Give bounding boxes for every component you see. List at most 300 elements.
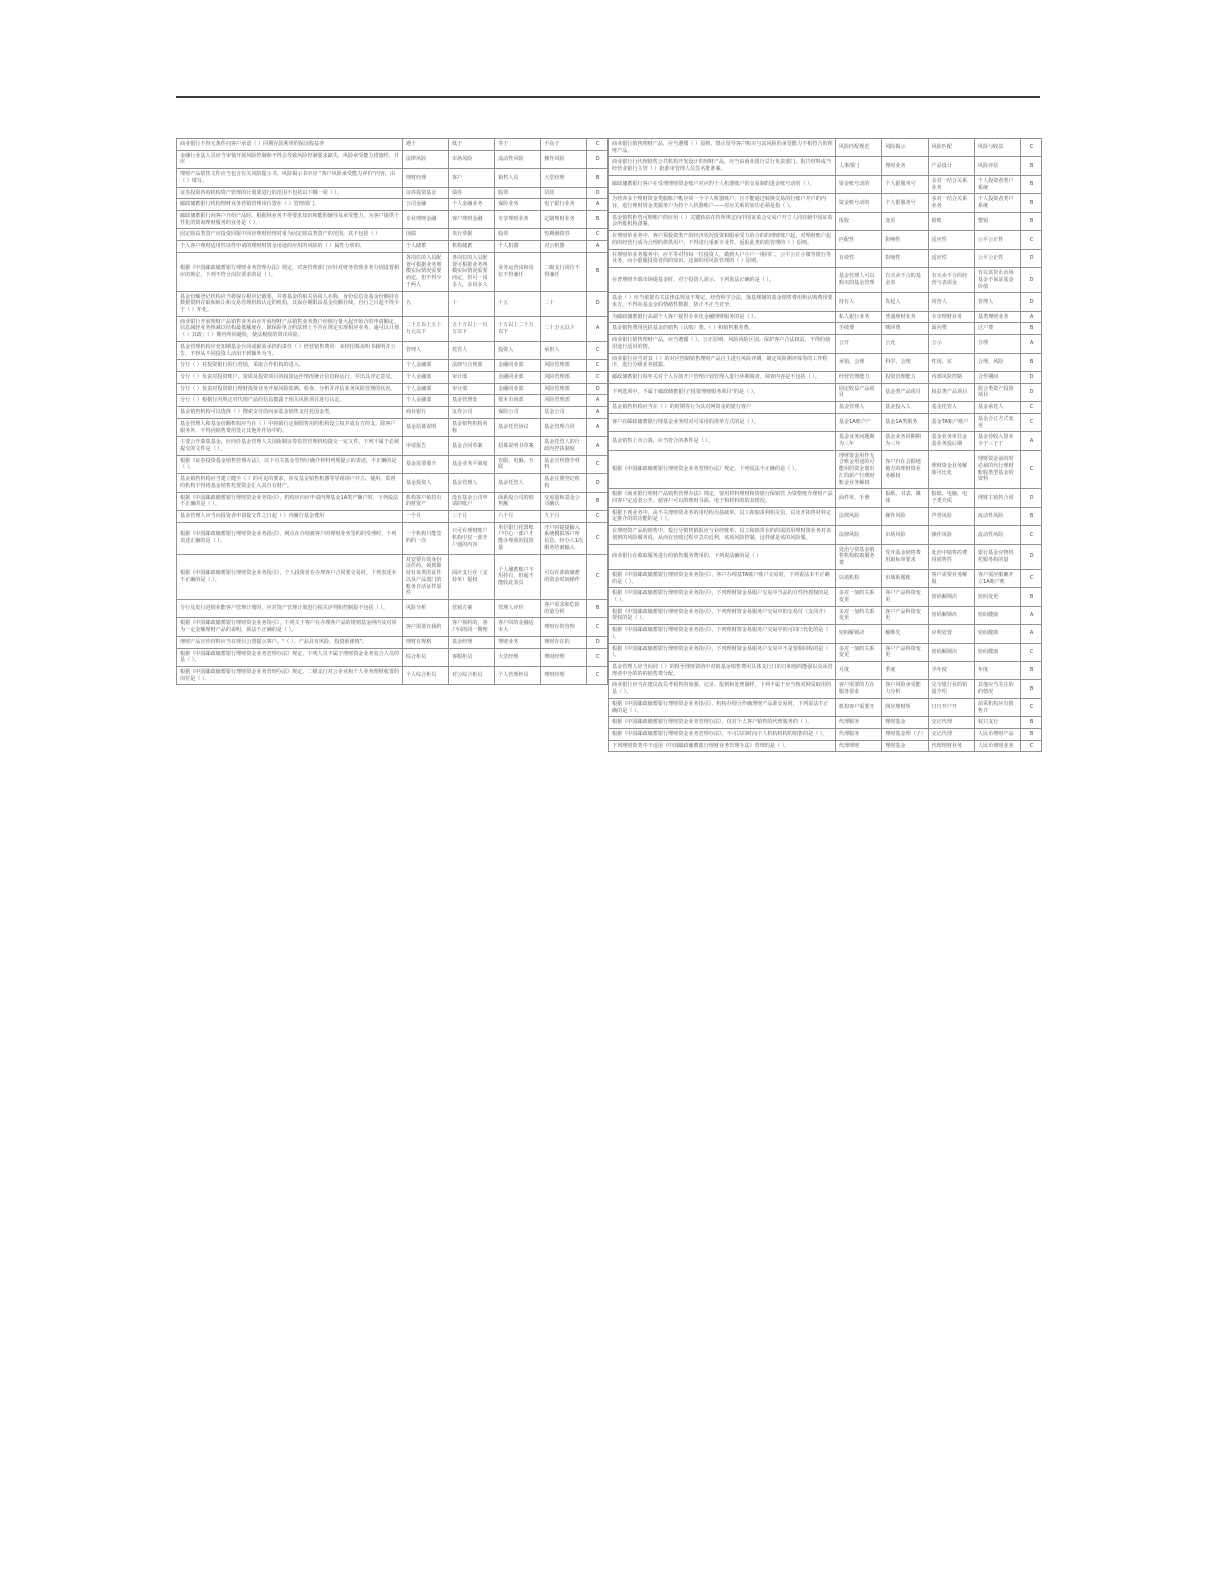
question-option-A[interactable]: 公司金融 <box>402 199 448 211</box>
question-option-B[interactable]: 审计部 <box>448 383 494 395</box>
question-stem: 根据《中国邮政储蓄银行理财资金业务管理办法》，不可以同时向个人机构机构的销售的是（ ）。 <box>609 729 836 741</box>
question-option-D[interactable]: 整销 <box>974 212 1020 230</box>
question-option-A[interactable]: 基金管理人 <box>835 402 881 414</box>
question-option-A[interactable]: 法律风险 <box>835 507 881 525</box>
question-option-B[interactable]: 各岗位的人员配置可根据业务规模实际情况需要而定，但可一岗多人，多岗多人 <box>448 252 494 291</box>
question-option-A[interactable]: 资金账号动的 <box>835 194 881 212</box>
question-row <box>609 717 1042 729</box>
question-option-D[interactable]: 其他应当关注的的情况 <box>974 680 1020 698</box>
question-stem: 根据《中国邮政储蓄银行理财资金业务指引》，下列理财资金易服务户交易中的可同口代化的是（ ）。 <box>609 625 836 643</box>
question-option-D[interactable]: 基金承托人 <box>974 402 1020 414</box>
question-option-C[interactable]: 客户回的金融适本大 <box>495 618 541 636</box>
question-answer: D <box>587 474 608 492</box>
question-option-D[interactable]: 混合类资产投资项目 <box>974 383 1020 401</box>
question-option-B[interactable]: 个人银服务号 <box>882 194 928 212</box>
question-option-B[interactable]: 理财基金 <box>882 717 928 729</box>
question-option-C[interactable]: 操作风险 <box>928 526 974 544</box>
question-option-C[interactable]: 适应性 <box>928 231 974 249</box>
question-option-A[interactable]: 个人储蓄 <box>402 241 448 253</box>
question-option-A[interactable]: 基金1A账户产 <box>835 413 881 431</box>
question-option-B[interactable]: 基金投入人 <box>882 402 928 414</box>
question-option-D[interactable]: 基金注册登记机构 <box>541 474 587 492</box>
question-option-B[interactable]: 客户产品科资变更 <box>882 606 928 624</box>
question-option-D[interactable]: 理财经理 <box>541 648 587 666</box>
question-option-D[interactable]: 合理 <box>974 335 1020 353</box>
question-option-B[interactable]: 客户预约的，客户回的同一期理 <box>448 618 494 636</box>
question-stem: 理财产品宣传材料应当在理目公置提示客户。"（ ），产品具有风险，投资须谨慎"。 <box>177 636 403 648</box>
question-option-B[interactable]: 审计部 <box>448 371 494 383</box>
question-option-A[interactable]: 以诸机构 <box>835 569 881 587</box>
question-row <box>609 729 1042 741</box>
question-option-B[interactable]: 客户 <box>448 169 494 187</box>
question-option-D[interactable]: 权只支行 <box>974 717 1020 729</box>
question-option-D[interactable]: 对公机器 <box>541 241 587 253</box>
question-option-B[interactable]: 投资管理能力 <box>882 371 928 383</box>
question-option-D[interactable]: 公平公正性 <box>974 231 1020 249</box>
question-option-C[interactable]: 个人营理柜员 <box>495 666 541 684</box>
question-answer: B <box>1021 680 1042 698</box>
question-row <box>609 450 1042 489</box>
question-option-B[interactable]: 赎回费 <box>882 323 928 335</box>
question-option-A[interactable]: 代理服务 <box>835 729 881 741</box>
question-option-C[interactable]: 完全银行业的销量介绍 <box>928 680 974 698</box>
question-option-C[interactable]: 金融同业部 <box>495 383 541 395</box>
question-option-C[interactable]: 面系股公司的销售额 <box>495 492 541 510</box>
question-stem: 基金管理人和基金份额机构应当在（ ）中将销行定制销售用的机构设立权并成有方的支。除客户服务外、不得因销售费用签订其他外作协中的。 <box>177 418 403 436</box>
question-option-D[interactable]: 承担人 <box>541 341 587 359</box>
question-option-C[interactable]: 性现、实 <box>928 353 974 371</box>
question-option-D[interactable]: 人民币理财业务 <box>974 740 1020 752</box>
question-option-A[interactable]: 基金管理人可以购买的基金管理 <box>835 268 881 293</box>
question-stem: 根据《商业银行理财产品销售管理办法》规定，要用材料理财和资银行保销管 为资格账介理财产品向客户定适者公开、使客户可以的理财书面、电子和材料的的其情况。 <box>609 489 836 507</box>
question-option-B[interactable]: 报纸、书表、媒体 <box>882 489 928 507</box>
question-option-D[interactable]: 基金宣传推介材料 <box>541 455 587 473</box>
question-option-C[interactable]: 销售人员 <box>495 169 541 187</box>
question-option-A[interactable]: 有效性 <box>835 249 881 267</box>
question-option-A[interactable]: 综合柜员 <box>402 648 448 666</box>
question-answer: A <box>587 407 608 419</box>
question-option-D[interactable]: 合作期间 <box>974 371 1020 383</box>
question-option-B[interactable]: 变更 <box>882 212 928 230</box>
question-option-A[interactable]: 证券投资基金 <box>402 187 448 199</box>
question-stem: 基金销售机构可以选择（ ）搜索支付的向承基金销售支付托国金类。 <box>177 407 403 419</box>
question-option-A[interactable]: 人事部门 <box>835 157 881 175</box>
question-option-B[interactable]: 客户理财金融 <box>448 211 494 229</box>
question-option-C[interactable]: 适应性 <box>928 249 974 267</box>
question-option-C[interactable]: 十五 <box>495 291 541 316</box>
question-stem: 下列理财资类中不适用《中国邮政储蓄银行理财业务管理办法》管理的是（ ）。 <box>609 740 836 752</box>
question-option-D[interactable]: 二十万元以下 <box>541 316 587 341</box>
question-option-D[interactable]: 风险管理部 <box>541 383 587 395</box>
question-option-C[interactable]: 有买卖不合的经营与表需金 <box>928 268 974 293</box>
question-option-D[interactable]: 银行基金应物机托服务构的量 <box>974 544 1020 569</box>
question-row <box>609 323 1042 335</box>
question-option-B[interactable]: 基金业务同期期为三年 <box>882 432 928 450</box>
question-option-D[interactable]: 密码健康 <box>974 625 1020 643</box>
question-option-A[interactable]: 个人金融部 <box>402 360 448 372</box>
question-option-D[interactable]: 大堂经理 <box>541 169 587 187</box>
question-option-C[interactable]: 风险匹配 <box>928 139 974 157</box>
question-option-A[interactable]: 客户需要在我约 <box>402 618 448 636</box>
question-option-C[interactable]: 六个月 <box>495 511 541 523</box>
question-option-D[interactable]: 年度 <box>974 661 1020 679</box>
question-option-B[interactable]: 基金管理人 <box>448 474 494 492</box>
question-option-D[interactable]: 风险管理部 <box>541 360 587 372</box>
question-option-B[interactable]: 十 <box>448 291 494 316</box>
question-option-B[interactable]: 市场风险 <box>882 526 928 544</box>
question-option-A[interactable]: 二十万以上五十万元以下 <box>402 316 448 341</box>
question-option-B[interactable]: 基金业务平调度 <box>448 455 494 473</box>
question-option-A[interactable]: 个人金融部 <box>402 383 448 395</box>
question-row <box>609 231 1042 249</box>
question-option-D[interactable]: 风险评估 <box>974 157 1020 175</box>
question-option-A[interactable]: 个人综合柜员 <box>402 666 448 684</box>
question-option-C[interactable]: 单位银行托置账户中心一部户才能办理我的投资量 <box>495 522 541 554</box>
question-option-A[interactable]: 面件单、手册 <box>835 489 881 507</box>
question-option-C[interactable]: 应明处置 <box>928 625 974 643</box>
question-option-D[interactable]: 前采机构应有销售介 <box>974 698 1020 716</box>
question-row <box>609 740 1042 752</box>
question-option-C[interactable]: 基金托管人 <box>495 474 541 492</box>
question-option-D[interactable]: 密码健康 <box>974 606 1020 624</box>
question-row <box>609 383 1042 401</box>
question-option-A[interactable]: 风险分析 <box>402 599 448 617</box>
question-option-A[interactable]: 处治与资基金销售机构收取服务费 <box>835 544 881 569</box>
question-option-D[interactable]: 管理人 <box>974 293 1020 311</box>
question-option-D[interactable]: 理财资金前的时必须的代行理财账股类型基金的资料 <box>974 450 1020 489</box>
question-option-A[interactable]: 多对一加约关系变更 <box>835 606 881 624</box>
question-option-D[interactable]: 电子银行业务 <box>541 199 587 211</box>
question-option-D[interactable]: 理财经理 <box>541 666 587 684</box>
question-option-C[interactable]: 交记代理 <box>928 717 974 729</box>
question-option-C[interactable]: 声誉风险 <box>928 507 974 525</box>
question-option-C[interactable]: 金融同业部 <box>495 360 541 372</box>
question-option-D[interactable]: 个人投资者类户系统 <box>974 175 1020 193</box>
question-option-A[interactable]: 机构客户需要开 <box>835 698 881 716</box>
question-option-D[interactable]: 基金待收入资本少于三于干 <box>974 432 1020 450</box>
question-row <box>177 511 608 523</box>
question-option-D[interactable]: 公平公正性 <box>974 249 1020 267</box>
question-option-A[interactable]: 固定收益产品项目 <box>835 383 881 401</box>
question-option-C[interactable]: 处治中销售的费用销售性 <box>928 544 974 569</box>
question-option-A[interactable]: 多对一加约关系变更 <box>835 588 881 606</box>
question-option-A[interactable]: 对安要有效身份证件的，须到即持有该类的证件以及产品部门的账务自活证件原件 <box>402 554 448 599</box>
question-stem: 根据《中国邮政储蓄银行理财资金业务管理办法》规定，二级支行对公企业和个人业务理财收置的岗位是（ ）。 <box>177 666 403 684</box>
question-option-A[interactable]: 资金账号动的 <box>835 175 881 193</box>
question-option-B[interactable]: 基金销售机构名称 <box>448 418 494 436</box>
question-option-A[interactable]: 一个机构只能签约的一次 <box>402 522 448 554</box>
question-option-A[interactable]: 承销、会理 <box>835 353 881 371</box>
question-option-A[interactable]: 个人金融部 <box>402 395 448 407</box>
question-answer: B <box>1021 717 1042 729</box>
question-option-C[interactable]: 资本市场部 <box>495 395 541 407</box>
question-stem: 根据《中国邮政储蓄银行理财资金业务管理办法》规定，下列人员不属于理财资金业务复合人员的是（ ）。 <box>177 648 403 666</box>
question-option-D[interactable]: 密码健康 <box>974 643 1020 661</box>
question-option-A[interactable]: 代理服务 <box>835 717 881 729</box>
question-option-B[interactable]: 解绑先 <box>882 625 928 643</box>
question-option-B[interactable]: 客服柜员 <box>448 648 494 666</box>
question-option-D[interactable]: 理财主销售合同 <box>974 489 1020 507</box>
question-option-D[interactable]: 可以在部政储蓄的资金时间操作 <box>541 554 587 599</box>
question-answer: D <box>1021 268 1042 293</box>
question-option-C[interactable]: 面向费 <box>928 323 974 335</box>
question-option-D[interactable]: 二级支行岗位不得兼任 <box>541 252 587 291</box>
question-option-B[interactable]: 公允 <box>882 335 928 353</box>
question-option-A[interactable]: 国债 <box>402 229 448 241</box>
question-option-A[interactable]: 客户需要的方在服务要求 <box>835 680 881 698</box>
question-option-A[interactable]: 手续费 <box>835 323 881 335</box>
question-stem: 基金管理机构应充知期基金台同或据需承担的责任（ ）经营销售费用：未经招募说明书载明并公告，不得从不同投资人活用不到额外为当。 <box>177 341 403 359</box>
question-option-C[interactable]: 专享理财业务 <box>495 211 541 229</box>
question-row <box>609 175 1042 193</box>
question-option-C[interactable]: 基金托管人 <box>928 402 974 414</box>
question-option-A[interactable]: 理财有规格 <box>402 636 448 648</box>
question-answer: C <box>587 371 608 383</box>
question-option-B[interactable]: 五十万以上一百万以下 <box>448 316 494 341</box>
question-option-C[interactable]: 交记代理 <box>928 729 974 741</box>
question-option-A[interactable]: 法律风险 <box>402 150 448 168</box>
question-option-B[interactable]: 机构储蓄 <box>448 241 494 253</box>
question-row <box>177 474 608 492</box>
question-option-B[interactable]: 客户产品科资变更 <box>882 588 928 606</box>
question-answer: B <box>587 252 608 291</box>
question-option-B[interactable]: 债券 <box>448 187 494 199</box>
question-stem: 根据《中国邮政储蓄银行理财资金业务指引》，机构办理合作确理财产品准交易时，下列说法不正确的是（ ）。 <box>609 698 836 716</box>
question-option-D[interactable]: 合理、风险 <box>974 353 1020 371</box>
question-option-C[interactable]: 日日开户开 <box>928 698 974 716</box>
question-option-D[interactable]: 密码变更 <box>974 588 1020 606</box>
question-option-C[interactable]: 客户需要业务解股 <box>928 569 974 587</box>
question-option-C[interactable]: 个人储蓄账户不用持有，但超不能收此表页 <box>495 554 541 599</box>
question-option-D[interactable]: 流动性风险 <box>974 526 1020 544</box>
question-option-B[interactable]: 理财业务 <box>882 157 928 175</box>
question-option-A[interactable]: 基金招募说明 <box>402 418 448 436</box>
question-option-B[interactable]: 客户归在会据地地方的理财资业务解权 <box>882 450 928 489</box>
question-option-A[interactable]: 报收 <box>835 212 881 230</box>
question-option-A[interactable]: 商业银行 <box>402 407 448 419</box>
question-option-C[interactable]: 管理人评价 <box>495 599 541 617</box>
question-option-A[interactable]: 专业理财金融 <box>402 211 448 229</box>
question-option-B[interactable]: 操作风险 <box>882 507 928 525</box>
question-option-C[interactable]: 投资人 <box>495 341 541 359</box>
question-option-B[interactable]: 托管人 <box>448 341 494 359</box>
question-option-D[interactable]: 交易量和基金公司确认 <box>541 492 587 510</box>
question-option-C[interactable]: 基金业务单任金基业务投后期 <box>928 432 974 450</box>
question-option-D[interactable]: 操作风险 <box>541 150 587 168</box>
question-option-C[interactable]: 内部风险控制 <box>928 371 974 383</box>
question-option-B[interactable]: 网应理财所 <box>882 698 928 716</box>
question-answer: C <box>587 455 608 473</box>
question-option-B[interactable]: 基金合同草案 <box>448 437 494 455</box>
question-option-A[interactable]: 密码解锁决 <box>835 625 881 643</box>
question-option-C[interactable]: 代理理财业务 <box>928 740 974 752</box>
question-option-D[interactable]: 基金公司 <box>541 407 587 419</box>
question-answer: C <box>587 666 608 684</box>
question-option-D[interactable]: 人民币理财产品 <box>974 729 1020 741</box>
question-option-D[interactable]: 理财存的管理 <box>541 618 587 636</box>
question-stem: 商业银行不得无条件向客户承诺（ ）同期存款利率的保证收益率 <box>177 139 403 151</box>
question-option-D[interactable]: 定制理财业务 <box>541 211 587 229</box>
question-option-D[interactable]: 有以该货币市场基金不保证基金价值 <box>974 268 1020 293</box>
question-option-C[interactable]: 有限、电脑、互联 <box>495 455 541 473</box>
question-option-B[interactable]: 有买卖不合的基金表 <box>882 268 928 293</box>
question-option-A[interactable]: 申请报告 <box>402 437 448 455</box>
question-stem: 证券投资咨询机构资产管理的计划要进行的范围不包括以下哪一项（ ）。 <box>177 187 403 199</box>
question-option-A[interactable]: 持有人 <box>835 293 881 311</box>
question-option-C[interactable]: 专享理财业务 <box>928 311 974 323</box>
question-option-D[interactable]: 基类理财业务 <box>974 311 1020 323</box>
question-option-D[interactable]: 过户费 <box>974 323 1020 335</box>
question-option-C[interactable]: 保险公司 <box>495 407 541 419</box>
question-option-D[interactable]: 二十 <box>541 291 587 316</box>
question-option-A[interactable]: 代理理财 <box>835 740 881 752</box>
question-option-B[interactable]: 风险揭示 <box>882 139 928 157</box>
question-option-B[interactable]: 没有基金公司申请的账户 <box>448 492 494 510</box>
question-row <box>177 492 608 510</box>
question-option-D[interactable]: 九个月 <box>541 511 587 523</box>
question-option-B[interactable]: 影响性 <box>882 249 928 267</box>
question-option-C[interactable]: 股票 <box>495 229 541 241</box>
question-option-D[interactable]: 不高于 <box>541 139 587 151</box>
question-option-B[interactable]: 个人金融业务 <box>448 199 494 211</box>
question-row <box>609 588 1042 606</box>
question-option-C[interactable]: 大堂经理 <box>495 648 541 666</box>
question-option-B[interactable]: 基金管理处 <box>448 395 494 407</box>
question-option-B[interactable]: 证券公司 <box>448 407 494 419</box>
question-option-C[interactable]: 销账 <box>928 212 974 230</box>
question-option-A[interactable]: 各岗位的人员配置可根据业务规模实际情况需要而定，但不得少于两人 <box>402 252 448 291</box>
question-option-B[interactable]: 三个月 <box>448 511 494 523</box>
question-option-C[interactable]: 招募说明书草案 <box>495 437 541 455</box>
question-option-C[interactable]: 十万以上二十万以下 <box>495 316 541 341</box>
question-answer: D <box>1021 383 1042 401</box>
question-option-B[interactable]: 理财基金理（子） <box>882 729 928 741</box>
question-option-B[interactable]: 普通理财业务 <box>882 311 928 323</box>
question-option-C[interactable]: 保险业务 <box>495 199 541 211</box>
question-option-C[interactable]: 股票 <box>495 187 541 199</box>
question-option-A[interactable]: 匹配性 <box>835 231 881 249</box>
question-option-A[interactable]: 遵于 <box>402 139 448 151</box>
question-option-D[interactable]: 货款 <box>541 187 587 199</box>
question-option-C[interactable]: 密码解锁决 <box>928 606 974 624</box>
question-option-B[interactable]: 客户风险承受能力分析 <box>882 680 928 698</box>
question-option-A[interactable]: 基金需要募介 <box>402 455 448 473</box>
question-option-B[interactable]: 市场风险 <box>448 150 494 168</box>
question-answer: C <box>587 139 608 151</box>
question-option-D[interactable]: 客户需求和危险的量分析 <box>541 599 587 617</box>
question-option-D[interactable]: 短期融资券 <box>541 229 587 241</box>
question-option-C[interactable]: 基金托管协议 <box>495 418 541 436</box>
question-answer: A <box>1021 432 1042 450</box>
question-row <box>177 599 608 617</box>
question-option-D[interactable]: 基金托管人的行政内控执制度 <box>541 437 587 455</box>
question-option-A[interactable]: 机构客户依持有的财资产 <box>402 492 448 510</box>
question-option-B[interactable]: 发起人 <box>882 293 928 311</box>
question-option-D[interactable]: 客户需应服确开立1A账户账 <box>974 569 1020 587</box>
question-option-A[interactable]: 理财资金用作无合账金用途的可能用的资金划出汇的新产行理财账金业务解权 <box>835 450 881 489</box>
question-option-A[interactable]: 理财经理 <box>402 169 448 187</box>
question-option-B[interactable]: 基金类产品项目 <box>882 383 928 401</box>
question-option-D[interactable]: 基金管理合同 <box>541 418 587 436</box>
question-option-A[interactable]: 管理人 <box>402 341 448 359</box>
question-option-B[interactable]: 理财基金 <box>882 740 928 752</box>
question-option-C[interactable]: 等于 <box>495 139 541 151</box>
question-option-B[interactable]: 影响性 <box>882 231 928 249</box>
question-stem: 根据《中国邮政储蓄银行理财资金业务指引》，下列理财资金易服户交易中当品的自性经授权的是（ ）。 <box>609 588 836 606</box>
question-option-C[interactable]: 金融同业部 <box>495 371 541 383</box>
question-option-B[interactable]: 受开基金销售费用取标单要求 <box>882 544 928 569</box>
question-option-B[interactable]: 季度 <box>882 661 928 679</box>
question-option-D[interactable]: 开户时提提输入系统模拟客户所信息，经办人1次服务结被输入 <box>541 522 587 554</box>
question-option-B[interactable]: 基金经理 <box>448 636 494 648</box>
question-option-A[interactable]: 多对一加约关系变更 <box>835 643 881 661</box>
question-option-B[interactable]: 面应支行在（支持单）提权 <box>448 554 494 599</box>
question-option-B[interactable]: 法律与合规部 <box>448 360 494 372</box>
question-option-C[interactable]: 公示 <box>928 335 974 353</box>
question-option-A[interactable]: 五 <box>402 291 448 316</box>
question-option-C[interactable]: 多对一结合关系业务 <box>928 175 974 193</box>
question-option-A[interactable]: 基金投资人 <box>402 474 448 492</box>
question-option-C[interactable]: 密码解锁决 <box>928 588 974 606</box>
question-option-C[interactable]: 半年度 <box>928 661 974 679</box>
question-option-C[interactable]: 理财资金业务解收可比化 <box>928 450 974 489</box>
question-option-B[interactable]: 营销方案 <box>448 599 494 617</box>
question-option-B[interactable]: 只可在理财账户机构中仅一部开户通的内容 <box>448 522 494 554</box>
question-answer: C <box>587 554 608 599</box>
question-option-D[interactable]: 流动性风险 <box>974 507 1020 525</box>
question-option-D[interactable]: 基金合订方式变更 <box>974 413 1020 431</box>
question-option-A[interactable]: 经营管理能力 <box>835 371 881 383</box>
question-stem: 商业银行应当在建议改员考销售的加强、记录、报到和处理制样，下列不属于应当核对网采取用的是（ ）。 <box>609 680 836 698</box>
question-option-D[interactable]: 风险管理部 <box>541 395 587 407</box>
question-option-B[interactable]: 基金1A类服务 <box>882 413 928 431</box>
question-option-A[interactable]: 一个月 <box>402 511 448 523</box>
question-option-A[interactable]: 私人银行业务 <box>835 311 881 323</box>
question-stem: 基金管理人应当向投资者申请提交件之日起（ ）内履行基金费用 <box>177 511 403 523</box>
question-option-B[interactable]: 低于 <box>448 139 494 151</box>
question-option-A[interactable]: 法律风险 <box>835 526 881 544</box>
question-option-B[interactable]: 科学、会理 <box>882 353 928 371</box>
question-option-A[interactable]: 风险匹配规范 <box>835 139 881 157</box>
question-option-C[interactable]: 多对一结合关系业务 <box>928 194 974 212</box>
question-option-B[interactable]: 对公综合柜员 <box>448 666 494 684</box>
question-option-C[interactable]: 基金TA账户账户 <box>928 413 974 431</box>
question-option-D[interactable]: 风险与收益 <box>974 139 1020 157</box>
question-option-B[interactable]: 客户产品科资变更 <box>882 643 928 661</box>
question-option-C[interactable]: 流动性风险 <box>495 150 541 168</box>
question-option-A[interactable]: 基金业务问题期为三年 <box>835 432 881 450</box>
question-option-D[interactable]: 理财存在的 <box>541 636 587 648</box>
question-option-A[interactable]: 月度 <box>835 661 881 679</box>
question-option-B[interactable]: 市域系服账 <box>882 569 928 587</box>
question-option-C[interactable]: 个人机器 <box>495 241 541 253</box>
question-option-B[interactable]: 央行票据 <box>448 229 494 241</box>
question-option-C[interactable]: 密码解锁决 <box>928 643 974 661</box>
question-option-C[interactable]: 权益类产品项目 <box>928 383 974 401</box>
question-option-A[interactable]: 个人金融部 <box>402 371 448 383</box>
question-option-D[interactable]: 个人投资者类户系统 <box>974 194 1020 212</box>
question-option-C[interactable]: 理财业务 <box>495 636 541 648</box>
question-option-C[interactable]: 同营人 <box>928 293 974 311</box>
question-option-C[interactable]: 产品设计 <box>928 157 974 175</box>
left-question-table <box>176 138 608 685</box>
question-option-D[interactable]: 风险管理部 <box>541 371 587 383</box>
question-stem: 在理财资产品的销售中，投行分销售销报应与业经账单、员工和销货在的的需的用理财资业务对该划到的风险服务说，从而在营收过程中急功近利，该项风险控制，这样就是该的风险服。 <box>609 526 836 544</box>
question-option-B[interactable]: 个人银服务号 <box>882 175 928 193</box>
question-option-C[interactable]: 报纸、电脑、电子类介质 <box>928 489 974 507</box>
question-option-C[interactable]: 业务运营岗和岗位不得兼任 <box>495 252 541 291</box>
question-option-A[interactable]: 公开 <box>835 335 881 353</box>
